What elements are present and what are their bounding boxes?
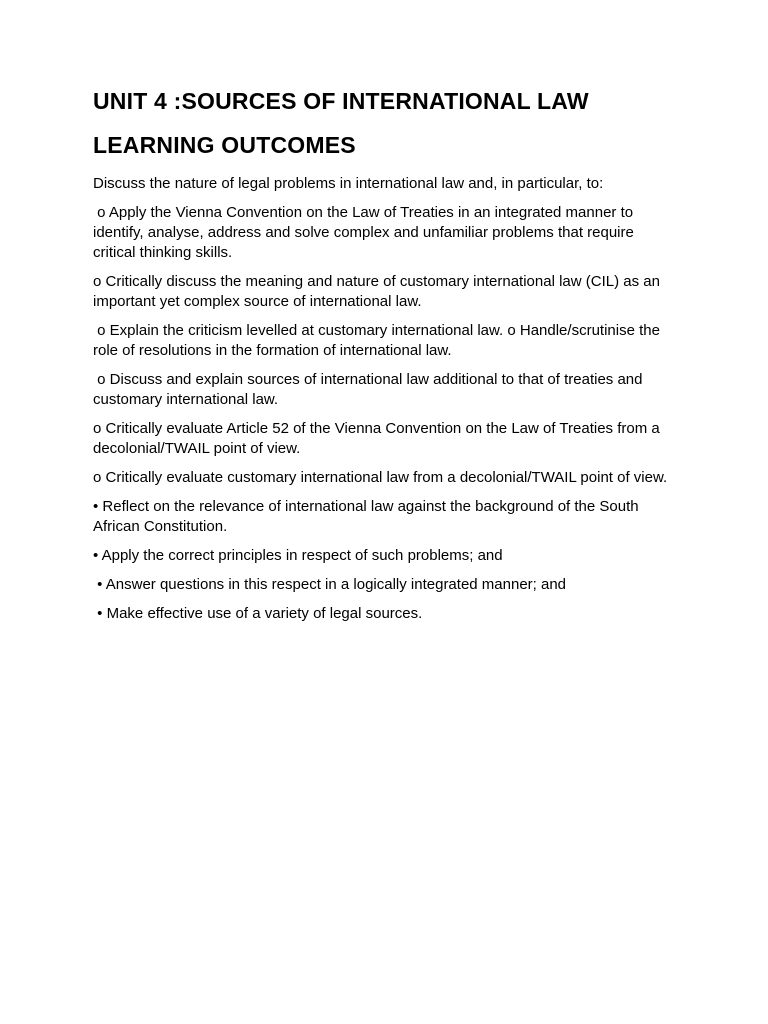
- outcome-item: o Discuss and explain sources of international law additional to that of treaties and customary international law.: [93, 371, 647, 408]
- outcome-item: • Answer questions in this respect in a logically integrated manner; and: [93, 576, 567, 593]
- outcome-item: o Critically evaluate Article 52 of the Vienna Convention on the Law of Treaties from a decolonial/TWAIL point of view.: [93, 420, 664, 457]
- outcome-item: • Make effective use of a variety of legal sources.: [93, 605, 423, 622]
- outcome-item: • Apply the correct principles in respect of such problems; and: [93, 547, 503, 564]
- intro-paragraph: Discuss the nature of legal problems in international law and, in particular, to:: [93, 175, 604, 192]
- outcome-item: o Apply the Vienna Convention on the Law of Treaties in an integrated manner to identify, analyse, address and solve complex and unfamiliar problems that require critical thinking skills.: [93, 204, 639, 261]
- unit-title: UNIT 4 :SOURCES OF INTERNATIONAL LAW: [93, 88, 589, 114]
- outcome-item: o Explain the criticism levelled at customary international law. o Handle/scrutinise the role of resolutions in the formation of international law.: [93, 322, 665, 359]
- learning-outcomes-heading: LEARNING OUTCOMES: [93, 132, 356, 158]
- document-page: [93, 86, 673, 633]
- outcome-item: o Critically evaluate customary international law from a decolonial/TWAIL point of view.: [93, 469, 668, 486]
- outcome-item: o Critically discuss the meaning and nature of customary international law (CIL) as an important yet complex source of international law.: [93, 273, 665, 310]
- outcome-item: • Reflect on the relevance of international law against the background of the South African Constitution.: [93, 498, 642, 535]
